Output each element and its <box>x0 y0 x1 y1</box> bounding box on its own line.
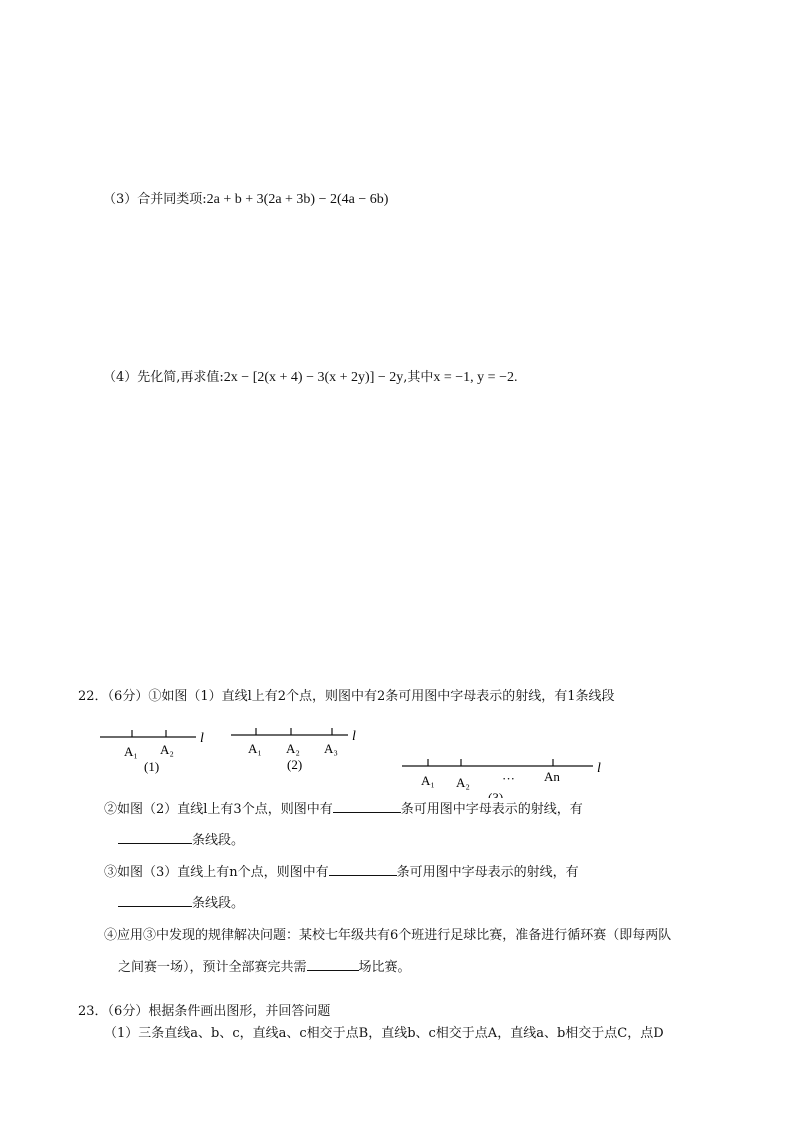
figure-1 <box>100 730 204 774</box>
figure-2-point-1: A₁ <box>248 741 262 756</box>
part-2-text-b: 条可用图中字母表示的射线，有 <box>400 802 583 817</box>
figure-3-dots: ··· <box>502 771 515 786</box>
part-2-text-c: 条线段。 <box>192 833 245 848</box>
part-2-text-a: ②如图（2）直线l上有3个点，则图中有 <box>104 802 333 817</box>
question-22-part-2 <box>104 798 583 817</box>
figure-2-caption: (2) <box>287 757 303 772</box>
problem-4-condition-label: ,其中 <box>403 370 434 385</box>
figure-3-point-1: A₁ <box>421 773 435 788</box>
problem-4 <box>103 366 517 386</box>
part-3-blank-segments[interactable] <box>118 894 192 907</box>
figure-2-point-3: A₃ <box>324 741 338 756</box>
part-4-text-c: 场比赛。 <box>358 960 411 975</box>
problem-4-expression: 2x − [2(x + 4) − 3(x + 2y)] − 2y <box>223 370 404 385</box>
figure-1-caption: (1) <box>144 759 160 774</box>
figure-2-point-2: A₂ <box>286 741 300 756</box>
figure-2-line-label: l <box>352 729 356 744</box>
figure-1-line-label: l <box>200 731 204 746</box>
question-23-header: 23．（6分）根据条件画出图形，并回答问题 <box>78 1004 331 1019</box>
problem-4-label: （4）先化简,再求值: <box>103 370 224 385</box>
figure-2 <box>231 728 356 772</box>
part-4-text-b: 之间赛一场），预计全部赛完共需 <box>118 960 307 975</box>
figure-3-point-n: An <box>544 769 560 784</box>
question-22-part-4 <box>104 924 671 943</box>
question-22-part-4-cont <box>118 956 411 975</box>
question-22-header: 22．（6分）①如图（1）直线l上有2个点，则图中有2条可用图中字母表示的射线，有1条线段 <box>78 689 615 704</box>
question-22-part-3-cont <box>118 892 244 911</box>
problem-4-condition: x = −1, y = −2. <box>433 370 518 385</box>
question-23-part-1: （1）三条直线a、b、c，直线a、c相交于点B，直线b、c相交于点A，直线a、b相交于点C，点D <box>104 1026 664 1041</box>
problem-3 <box>103 188 388 208</box>
part-3-blank-rays[interactable] <box>329 863 397 876</box>
figure-1-point-1: A₁ <box>124 744 138 759</box>
part-3-text-b: 条可用图中字母表示的射线，有 <box>396 865 579 880</box>
part-2-blank-rays[interactable] <box>333 800 401 813</box>
question-22-part-3 <box>104 861 579 880</box>
figure-3-line-label: l <box>597 761 601 776</box>
question-22-part-2-cont <box>118 829 244 848</box>
figure-3-point-2: A₂ <box>456 775 470 790</box>
figure-1-point-2: A₂ <box>160 742 174 757</box>
part-4-blank-matches[interactable] <box>307 958 359 971</box>
part-3-text-c: 条线段。 <box>192 896 245 911</box>
problem-3-label: （3）合并同类项: <box>103 192 207 207</box>
problem-3-expression: 2a + b + 3(2a + 3b) − 2(4a − 6b) <box>206 192 389 207</box>
part-4-text-a: ④应用③中发现的规律解决问题：某校七年级共有6个班进行足球比赛，准备进行循环赛（即每两队 <box>104 928 672 943</box>
part-3-text-a: ③如图（3）直线上有n个点，则图中有 <box>104 865 329 880</box>
part-2-blank-segments[interactable] <box>118 831 192 844</box>
